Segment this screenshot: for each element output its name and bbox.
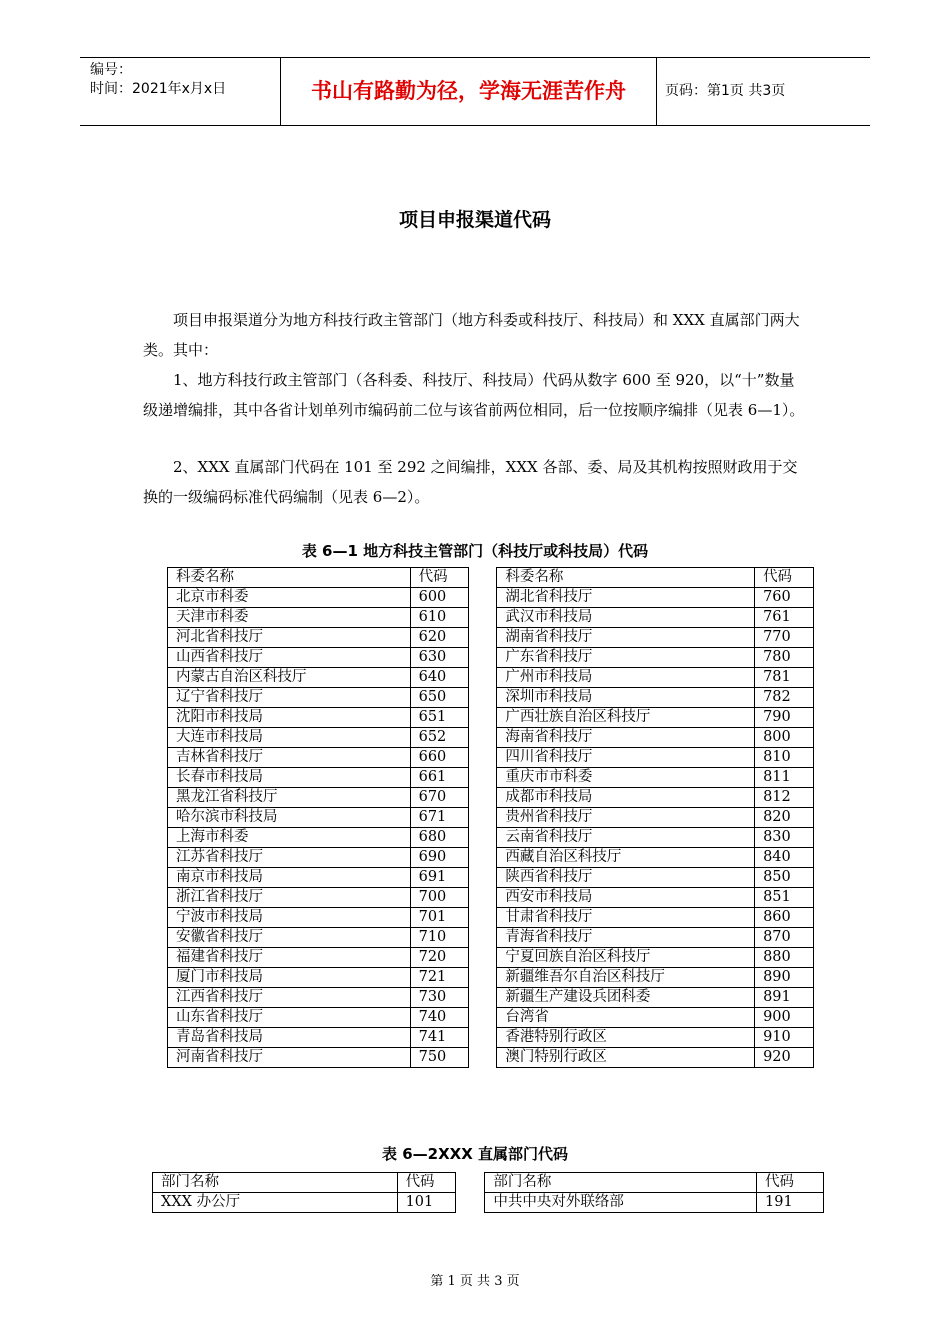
code-cell: 730: [410, 988, 468, 1008]
table-row: [168, 708, 814, 728]
table-row: [168, 828, 814, 848]
code-cell: 870: [755, 928, 814, 948]
code-cell: 700: [410, 888, 468, 908]
name-cell: 科委名称: [497, 568, 755, 588]
column-gap: [468, 568, 497, 588]
code-cell: 920: [755, 1048, 814, 1068]
code-cell: 660: [410, 748, 468, 768]
name-cell: 科委名称: [168, 568, 411, 588]
name-cell: 北京市科委: [168, 588, 411, 608]
table-row: [168, 888, 814, 908]
code-cell: 851: [755, 888, 814, 908]
table-row: [168, 728, 814, 748]
table-row: [168, 948, 814, 968]
table-row: [153, 1193, 824, 1213]
name-cell: 武汉市科技局: [497, 608, 755, 628]
name-cell: 云南省科技厅: [497, 828, 755, 848]
table-row: [168, 848, 814, 868]
column-gap: [468, 708, 497, 728]
code-cell: 代码: [410, 568, 468, 588]
code-cell: 670: [410, 788, 468, 808]
table-row: [168, 808, 814, 828]
code-cell: 620: [410, 628, 468, 648]
name-cell: 陕西省科技厅: [497, 868, 755, 888]
code-cell: 701: [410, 908, 468, 928]
table-header-row: [168, 568, 814, 588]
table-row: [168, 688, 814, 708]
name-cell: 深圳市科技局: [497, 688, 755, 708]
paragraph-direct: 2、XXX 直属部门代码在 101 至 292 之间编排，XXX 各部、委、局及其机构按照财政用于交换的一级编码标准代码编制（见表 6—2）。: [143, 458, 798, 506]
column-gap: [468, 968, 497, 988]
table2-caption: 表 6—2XXX 直属部门代码: [381, 1145, 568, 1163]
table1: [167, 567, 814, 1068]
code-cell: 750: [410, 1048, 468, 1068]
table-row: [168, 748, 814, 768]
code-cell: 代码: [757, 1173, 824, 1193]
column-gap: [468, 588, 497, 608]
column-gap: [468, 608, 497, 628]
name-cell: 江苏省科技厅: [168, 848, 411, 868]
code-cell: 680: [410, 828, 468, 848]
code-cell: 671: [410, 808, 468, 828]
name-cell: 天津市科委: [168, 608, 411, 628]
column-gap: [468, 888, 497, 908]
column-gap: [468, 688, 497, 708]
column-gap: [455, 1173, 485, 1193]
table-header-row: [153, 1173, 824, 1193]
name-cell: 上海市科委: [168, 828, 411, 848]
name-cell: 湖南省科技厅: [497, 628, 755, 648]
table-row: [168, 788, 814, 808]
header-slogan: 书山有路勤为径，学海无涯苦作舟: [280, 58, 657, 125]
name-cell: 部门名称: [485, 1173, 757, 1193]
column-gap: [468, 788, 497, 808]
code-cell: 781: [755, 668, 814, 688]
table-row: [168, 608, 814, 628]
code-cell: 651: [410, 708, 468, 728]
name-cell: 澳门特别行政区: [497, 1048, 755, 1068]
column-gap: [468, 848, 497, 868]
column-gap: [468, 928, 497, 948]
column-gap: [468, 768, 497, 788]
code-cell: 代码: [755, 568, 814, 588]
table-row: [168, 768, 814, 788]
name-cell: 厦门市科技局: [168, 968, 411, 988]
code-cell: 652: [410, 728, 468, 748]
column-gap: [468, 748, 497, 768]
table-row: [168, 868, 814, 888]
table-row: [168, 908, 814, 928]
code-cell: 760: [755, 588, 814, 608]
name-cell: 安徽省科技厅: [168, 928, 411, 948]
name-cell: 宁夏回族自治区科技厅: [497, 948, 755, 968]
name-cell: 贵州省科技厅: [497, 808, 755, 828]
name-cell: 香港特别行政区: [497, 1028, 755, 1048]
column-gap: [468, 1048, 497, 1068]
code-cell: 860: [755, 908, 814, 928]
name-cell: 部门名称: [153, 1173, 398, 1193]
code-cell: 690: [410, 848, 468, 868]
column-gap: [468, 668, 497, 688]
table2: [152, 1172, 824, 1213]
name-cell: 黑龙江省科技厅: [168, 788, 411, 808]
document-number-label: 编号：: [90, 62, 132, 78]
table-row: [168, 1028, 814, 1048]
code-cell: 900: [755, 1008, 814, 1028]
table-row: [168, 988, 814, 1008]
name-cell: 广东省科技厅: [497, 648, 755, 668]
code-cell: 780: [755, 648, 814, 668]
name-cell: XXX 办公厅: [153, 1193, 398, 1213]
code-cell: 830: [755, 828, 814, 848]
name-cell: 西安市科技局: [497, 888, 755, 908]
code-cell: 720: [410, 948, 468, 968]
name-cell: 哈尔滨市科技局: [168, 808, 411, 828]
column-gap: [468, 728, 497, 748]
code-cell: 790: [755, 708, 814, 728]
code-cell: 910: [755, 1028, 814, 1048]
column-gap: [468, 628, 497, 648]
column-gap: [468, 1008, 497, 1028]
code-cell: 710: [410, 928, 468, 948]
name-cell: 河南省科技厅: [168, 1048, 411, 1068]
name-cell: 广西壮族自治区科技厅: [497, 708, 755, 728]
name-cell: 湖北省科技厅: [497, 588, 755, 608]
code-cell: 840: [755, 848, 814, 868]
table-row: [168, 928, 814, 948]
table-row: [168, 1008, 814, 1028]
name-cell: 江西省科技厅: [168, 988, 411, 1008]
name-cell: 甘肃省科技厅: [497, 908, 755, 928]
name-cell: 浙江省科技厅: [168, 888, 411, 908]
code-cell: 850: [755, 868, 814, 888]
column-gap: [468, 908, 497, 928]
header-page-label: 页码：第1页 共3页: [665, 83, 786, 99]
code-cell: 650: [410, 688, 468, 708]
name-cell: 辽宁省科技厅: [168, 688, 411, 708]
code-cell: 880: [755, 948, 814, 968]
document-date: 时间：2021年x月x日: [90, 81, 227, 97]
code-cell: 891: [755, 988, 814, 1008]
paragraph-intro: 项目申报渠道分为地方科技行政主管部门（地方科委或科技厅、科技局）和 XXX 直属部门两大类。其中：: [143, 311, 800, 359]
code-cell: 610: [410, 608, 468, 628]
name-cell: 青岛省科技局: [168, 1028, 411, 1048]
table1-caption: 表 6—1 地方科技主管部门（科技厅或科技局）代码: [301, 542, 649, 560]
code-cell: 600: [410, 588, 468, 608]
column-gap: [468, 808, 497, 828]
code-cell: 101: [397, 1193, 455, 1213]
name-cell: 广州市科技局: [497, 668, 755, 688]
name-cell: 新疆维吾尔自治区科技厅: [497, 968, 755, 988]
name-cell: 山东省科技厅: [168, 1008, 411, 1028]
column-gap: [468, 1028, 497, 1048]
code-cell: 770: [755, 628, 814, 648]
code-cell: 740: [410, 1008, 468, 1028]
code-cell: 691: [410, 868, 468, 888]
name-cell: 四川省科技厅: [497, 748, 755, 768]
code-cell: 630: [410, 648, 468, 668]
table-row: [168, 668, 814, 688]
name-cell: 宁波市科技局: [168, 908, 411, 928]
code-cell: 811: [755, 768, 814, 788]
name-cell: 新疆生产建设兵团科委: [497, 988, 755, 1008]
name-cell: 长春市科技局: [168, 768, 411, 788]
column-gap: [468, 828, 497, 848]
code-cell: 782: [755, 688, 814, 708]
code-cell: 代码: [397, 1173, 455, 1193]
table-row: [168, 968, 814, 988]
table-row: [168, 648, 814, 668]
code-cell: 640: [410, 668, 468, 688]
name-cell: 海南省科技厅: [497, 728, 755, 748]
code-cell: 810: [755, 748, 814, 768]
code-cell: 812: [755, 788, 814, 808]
document-header: [80, 57, 870, 126]
code-cell: 761: [755, 608, 814, 628]
column-gap: [468, 868, 497, 888]
name-cell: 河北省科技厅: [168, 628, 411, 648]
column-gap: [468, 948, 497, 968]
page-footer: 第 1 页 共 3 页: [430, 1274, 520, 1289]
table-row: [168, 1048, 814, 1068]
code-cell: 721: [410, 968, 468, 988]
name-cell: 沈阳市科技局: [168, 708, 411, 728]
paragraph-local: 1、地方科技行政主管部门（各科委、科技厅、科技局）代码从数字 600 至 920，以“十”数量级递增编排，其中各省计划单列市编码前二位与该省前两位相同，后一位按顺序编排（见表 6—1）。: [143, 371, 805, 419]
name-cell: 山西省科技厅: [168, 648, 411, 668]
name-cell: 西藏自治区科技厅: [497, 848, 755, 868]
name-cell: 中共中央对外联络部: [485, 1193, 757, 1213]
name-cell: 南京市科技局: [168, 868, 411, 888]
name-cell: 吉林省科技厅: [168, 748, 411, 768]
column-gap: [468, 988, 497, 1008]
name-cell: 台湾省: [497, 1008, 755, 1028]
column-gap: [468, 648, 497, 668]
name-cell: 大连市科技局: [168, 728, 411, 748]
name-cell: 内蒙古自治区科技厅: [168, 668, 411, 688]
code-cell: 820: [755, 808, 814, 828]
code-cell: 191: [757, 1193, 824, 1213]
name-cell: 重庆市市科委: [497, 768, 755, 788]
code-cell: 661: [410, 768, 468, 788]
table-row: [168, 628, 814, 648]
name-cell: 青海省科技厅: [497, 928, 755, 948]
code-cell: 800: [755, 728, 814, 748]
header-meta: [80, 58, 280, 125]
page-title: 项目申报渠道代码: [398, 209, 551, 231]
code-cell: 741: [410, 1028, 468, 1048]
code-cell: 890: [755, 968, 814, 988]
name-cell: 福建省科技厅: [168, 948, 411, 968]
table-row: [168, 588, 814, 608]
column-gap: [455, 1193, 485, 1213]
name-cell: 成都市科技局: [497, 788, 755, 808]
